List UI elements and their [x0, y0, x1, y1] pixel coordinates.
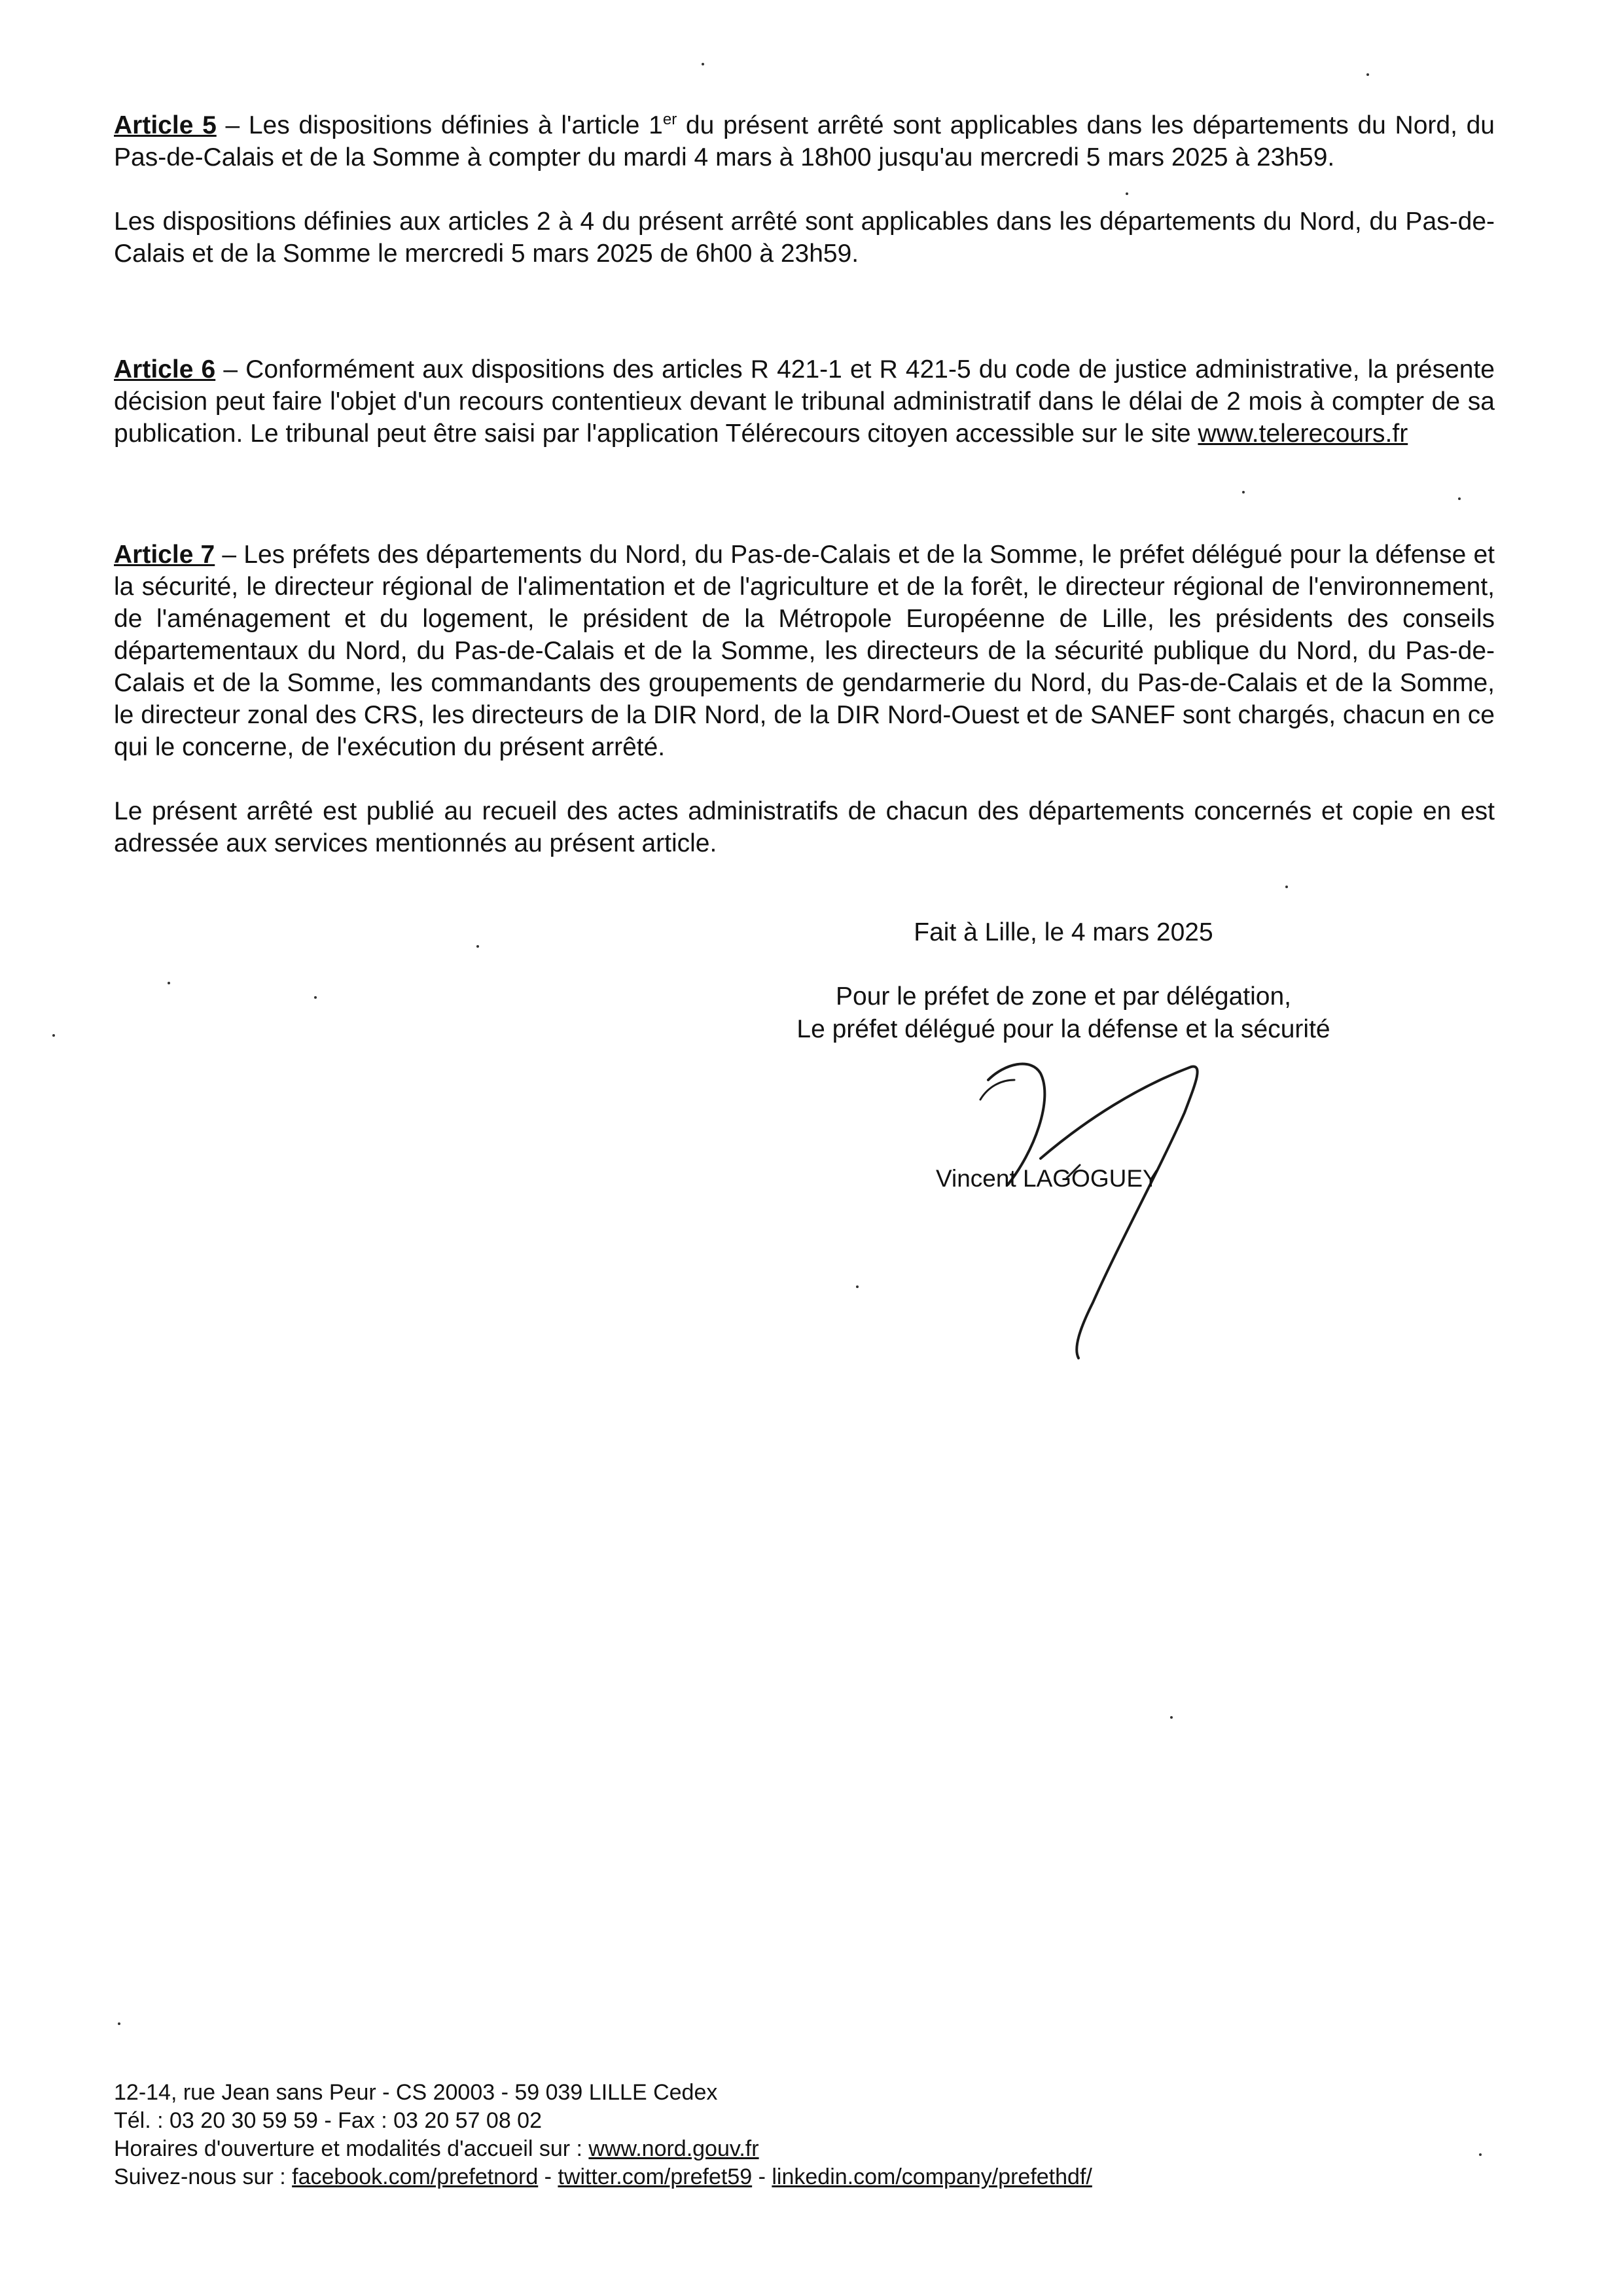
scan-speck: [1242, 491, 1245, 493]
linkedin-link[interactable]: linkedin.com/company/prefethdf/: [772, 2164, 1092, 2189]
footer: [114, 2079, 1092, 2191]
article-5-superscript: er: [662, 111, 677, 128]
scan-speck: [314, 996, 317, 999]
article-7-paragraph-2: Le présent arrêté est publié au recueil des actes administratifs de chacun des départements concernés et copie en est adressée aux services mentionnés au présent article.: [114, 797, 1495, 857]
article-6: [114, 353, 1495, 450]
article-6-paragraph: [114, 353, 1495, 450]
delegation-line: Pour le préfet de zone et par délégation,: [836, 982, 1291, 1011]
scan-speck: [1366, 73, 1369, 76]
footer-hours-label: Horaires d'ouverture et modalités d'accueil sur :: [114, 2136, 589, 2161]
telerecours-link[interactable]: www.telerecours.fr: [1198, 420, 1408, 448]
footer-social-label: Suivez-nous sur :: [114, 2164, 293, 2189]
article-5-paragraph-1: [114, 103, 1495, 173]
scan-speck: [1126, 192, 1128, 195]
article-7-label: Article 7: [114, 541, 215, 569]
article-7: [114, 539, 1495, 859]
article-5-text-a: – Les dispositions définies à l'article 1: [216, 111, 663, 139]
article-5-text-b: du présent arrêté sont applicables dans les départements du Nord, du Pas-de-Calais et de la Somme à compter du mardi 4 mars à 18h00 jusqu'au mercredi 5 mars 2025 à 23h59.: [114, 111, 1495, 171]
nord-gouv-link[interactable]: www.nord.gouv.fr: [588, 2136, 759, 2161]
separator: -: [752, 2164, 772, 2189]
scan-speck: [1170, 1716, 1173, 1719]
article-5-label: Article 5: [114, 111, 217, 139]
handwritten-signature: [969, 1060, 1243, 1368]
footer-hours: [114, 2135, 1092, 2163]
twitter-link[interactable]: twitter.com/prefet59: [558, 2164, 753, 2189]
scan-speck: [1458, 497, 1461, 500]
facebook-link[interactable]: facebook.com/prefetnord: [292, 2164, 539, 2189]
signatory-name: Vincent LAGOGUEY: [936, 1165, 1159, 1192]
place-date: Fait à Lille, le 4 mars 2025: [914, 918, 1213, 946]
scan-speck: [118, 2022, 120, 2025]
separator: -: [538, 2164, 558, 2189]
scan-speck: [476, 945, 479, 948]
footer-social: [114, 2163, 1092, 2191]
footer-phone: Tél. : 03 20 30 59 59 - Fax : 03 20 57 08 02: [114, 2108, 543, 2133]
article-7-text: – Les préfets des départements du Nord, du Pas-de-Calais et de la Somme, le préfet délégué pour la défense et la sécurité, le directeur régional de l'alimentation et de l'agriculture et de la forêt, le directeur régional de l'environnement, de l'aménagement et du logement, le président de la Métropole Européenne de Lille, les présidents des conseils départementaux du Nord, du Pas-de-Calais et de la Somme, les directeurs de la sécurité publique du Nord, du Pas-de-Calais et de la Somme, les commandants des groupements de gendarmerie du Nord, du Pas-de-Calais et de la Somme, le directeur zonal des CRS, les directeurs de la DIR Nord, de la DIR Nord-Ouest et de SANEF sont chargés, chacun en ce qui le concerne, de l'exécution du présent arrêté.: [114, 541, 1495, 761]
scan-speck: [168, 982, 170, 984]
footer-address: 12-14, rue Jean sans Peur - CS 20003 - 59 039 LILLE Cedex: [114, 2080, 718, 2105]
scan-speck: [1285, 886, 1288, 888]
scan-speck: [1479, 2153, 1482, 2156]
article-5: [114, 103, 1495, 270]
article-6-label: Article 6: [114, 355, 216, 384]
article-5-paragraph-2: Les dispositions définies aux articles 2 à 4 du présent arrêté sont applicables dans les départements du Nord, du Pas-de-Calais et de la Somme le mercredi 5 mars 2025 de 6h00 à 23h59.: [114, 207, 1495, 268]
article-6-text: – Conformément aux dispositions des articles R 421-1 et R 421-5 du code de justice administrative, la présente décision peut faire l'objet d'un recours contentieux devant le tribunal administratif dans le délai de 2 mois à compter de sa publication. Le tribunal peut être saisi par l'application Télérecours citoyen accessible sur le site: [114, 355, 1495, 448]
scan-speck: [856, 1285, 859, 1288]
delegate-title: Le préfet délégué pour la défense et la sécurité: [796, 1015, 1330, 1043]
scan-speck: [52, 1034, 55, 1037]
scan-speck: [702, 63, 704, 65]
article-7-paragraph-1: [114, 539, 1495, 763]
